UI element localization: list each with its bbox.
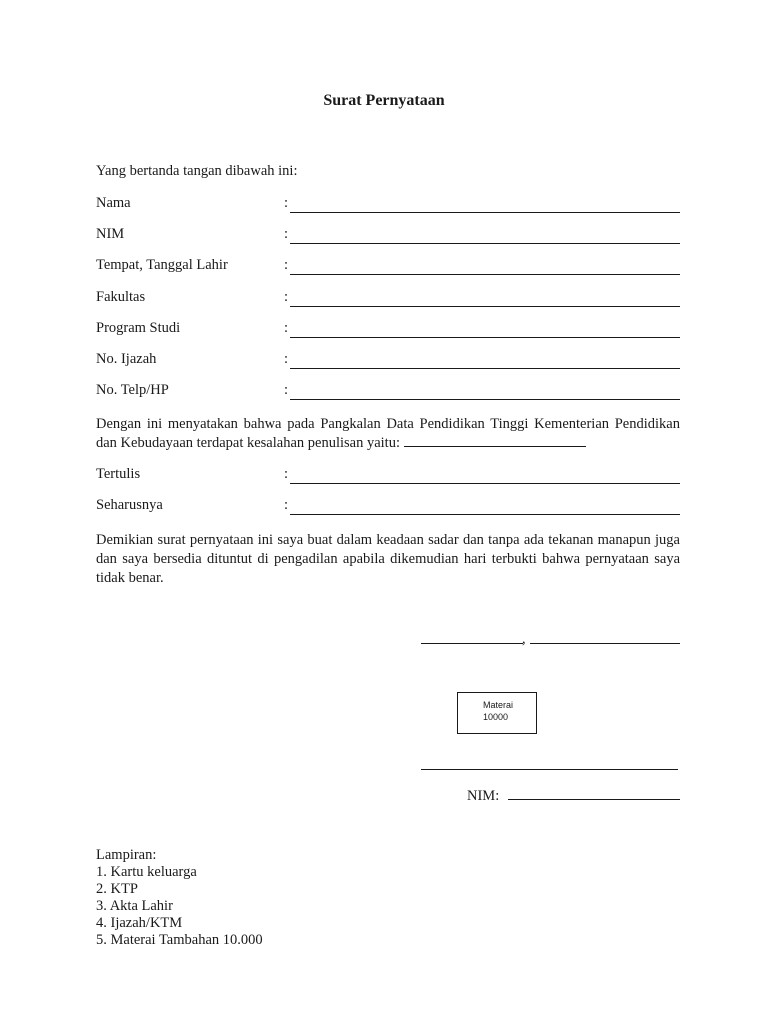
attachment-item: 3. Akta Lahir: [96, 898, 173, 914]
field-colon: :: [284, 195, 289, 211]
field-colon: :: [284, 289, 289, 305]
field-colon: :: [284, 351, 289, 367]
field-label: Tertulis: [96, 466, 141, 482]
field-label: No. Telp/HP: [96, 382, 169, 398]
field-label: Fakultas: [96, 289, 146, 305]
attachments-list: [96, 864, 263, 949]
attachments-section: [96, 847, 263, 949]
field-row-seharusnya: [96, 497, 680, 519]
seharusnya-blank-line[interactable]: [290, 514, 680, 515]
statement-paragraph: [96, 415, 680, 453]
field-row-no-telp: [96, 382, 680, 404]
field-colon: :: [284, 466, 289, 482]
field-row-fakultas: [96, 289, 680, 311]
stamp-value: 10000: [483, 712, 509, 722]
field-colon: :: [284, 226, 289, 242]
field-row-tempat-tanggal-lahir: [96, 257, 680, 279]
attachment-item: 1. Kartu keluarga: [96, 864, 197, 880]
materai-stamp-box: [457, 692, 537, 734]
signature-name-blank-line[interactable]: [421, 769, 678, 770]
signature-date-blank-line[interactable]: [530, 643, 680, 644]
intro-text: Yang bertanda tangan dibawah ini:: [96, 163, 298, 179]
signature-comma: ,: [522, 631, 526, 647]
closing-paragraph: Demikian surat pernyataan ini saya buat dalam keadaan sadar dan tanpa ada tekanan manapun juga dan saya bersedia dituntut di pengadilan apabila dikemudian hari terbukti bahwa pernyataan saya tidak benar.: [96, 532, 680, 586]
no-ijazah-blank-line[interactable]: [290, 368, 680, 369]
attachment-item: 2. KTP: [96, 881, 138, 897]
field-label: Seharusnya: [96, 497, 163, 513]
nim-blank-line[interactable]: [290, 243, 680, 244]
no-telp-blank-line[interactable]: [290, 399, 680, 400]
program-studi-blank-line[interactable]: [290, 337, 680, 338]
error-description-blank-line[interactable]: [404, 434, 586, 447]
field-row-nama: [96, 195, 680, 217]
field-colon: :: [284, 320, 289, 336]
tertulis-blank-line[interactable]: [290, 483, 680, 484]
field-label: No. Ijazah: [96, 351, 157, 367]
attachment-item: 5. Materai Tambahan 10.000: [96, 932, 263, 948]
field-colon: :: [284, 257, 289, 273]
field-label: Program Studi: [96, 320, 181, 336]
tempat-tanggal-lahir-blank-line[interactable]: [290, 274, 680, 275]
attachments-heading: Lampiran:: [96, 847, 157, 863]
nama-blank-line[interactable]: [290, 212, 680, 213]
field-row-nim: [96, 226, 680, 248]
field-label: Tempat, Tanggal Lahir: [96, 257, 228, 273]
field-label: NIM: [96, 226, 125, 242]
field-row-no-ijazah: [96, 351, 680, 373]
field-row-program-studi: [96, 320, 680, 342]
signature-nim-label: NIM:: [467, 788, 500, 804]
field-row-tertulis: [96, 466, 680, 488]
attachment-item: 4. Ijazah/KTM: [96, 915, 183, 931]
field-label: Nama: [96, 195, 131, 211]
statement-text: Dengan ini menyatakan bahwa pada Pangkalan Data Pendidikan Tinggi Kementerian Pendidikan dan Kebudayaan terdapat kesalahan penulisan yaitu:: [96, 416, 680, 451]
document-title: Surat Pernyataan: [323, 92, 445, 109]
fakultas-blank-line[interactable]: [290, 306, 680, 307]
signature-place-blank-line[interactable]: [421, 643, 523, 644]
stamp-label: Materai: [483, 700, 514, 710]
field-colon: :: [284, 382, 289, 398]
field-colon: :: [284, 497, 289, 513]
signature-nim-blank-line[interactable]: [508, 799, 680, 800]
